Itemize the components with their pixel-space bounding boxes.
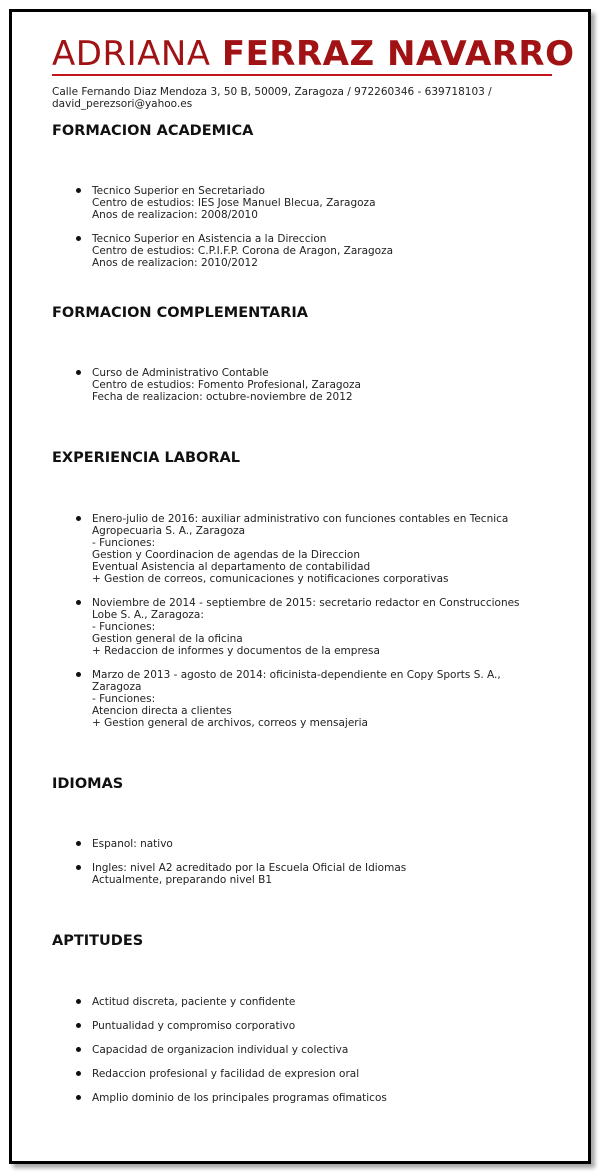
job-line: - Funciones:: [92, 537, 156, 549]
list-item: [76, 1068, 546, 1080]
job-line: Lobe S. A., Zaragoza:: [92, 609, 204, 621]
skill-text: Redaccion profesional y facilidad de expresion oral: [92, 1068, 360, 1080]
job-line: Gestion general de la oficina: [92, 633, 243, 645]
contact-info: [52, 86, 552, 110]
course-date: Fecha de realizacion: octubre-noviembre de 2012: [92, 391, 353, 403]
header-divider: [52, 74, 552, 76]
candidate-name: [52, 32, 575, 76]
skills-list: [76, 996, 546, 1104]
job-line: Enero-julio de 2016: auxiliar administrativo con funciones contables en Tecnica: [92, 513, 509, 525]
skill-text: Capacidad de organizacion individual y colectiva: [92, 1044, 349, 1056]
section-title-languages: IDIOMAS: [52, 776, 124, 792]
list-item: [76, 996, 546, 1008]
job-line: Atencion directa a clientes: [92, 705, 232, 717]
job-line: Zaragoza: [92, 681, 142, 693]
job-line: + Gestion de correos, comunicaciones y notificaciones corporativas: [92, 573, 449, 585]
job-line: Marzo de 2013 - agosto de 2014: oficinista-dependiente en Copy Sports S. A.,: [92, 669, 501, 681]
list-item: [76, 597, 546, 657]
job-line: + Redaccion de informes y documentos de la empresa: [92, 645, 380, 657]
education-list: [76, 185, 546, 269]
list-item: [76, 185, 546, 221]
section-title-skills: APTITUDES: [52, 933, 144, 949]
first-name: ADRIANA: [52, 34, 211, 74]
skill-text: Amplio dominio de los principales programas ofimaticos: [92, 1092, 387, 1104]
complementary-list: [76, 367, 546, 403]
skill-text: Actitud discreta, paciente y confidente: [92, 996, 296, 1008]
skill-text: Puntualidad y compromiso corporativo: [92, 1020, 296, 1032]
degree-years: Anos de realizacion: 2010/2012: [92, 257, 258, 269]
list-item: [76, 1044, 546, 1056]
job-line: + Gestion general de archivos, correos y mensajeria: [92, 717, 368, 729]
job-line: Gestion y Coordinacion de agendas de la Direccion: [92, 549, 360, 561]
experience-list: [76, 513, 546, 729]
course-title: Curso de Administrativo Contable: [92, 367, 269, 379]
section-title-complementary: FORMACION COMPLEMENTARIA: [52, 305, 309, 321]
degree-school: Centro de estudios: IES Jose Manuel Blecua, Zaragoza: [92, 197, 376, 209]
list-item: [76, 1092, 546, 1104]
language-line: Ingles: nivel A2 acreditado por la Escuela Oficial de Idiomas: [92, 862, 407, 874]
degree-title: Tecnico Superior en Asistencia a la Direccion: [92, 233, 327, 245]
degree-school: Centro de estudios: C.P.I.F.P. Corona de Aragon, Zaragoza: [92, 245, 394, 257]
list-item: [76, 233, 546, 269]
course-school: Centro de estudios: Fomento Profesional, Zaragoza: [92, 379, 361, 391]
degree-years: Anos de realizacion: 2008/2010: [92, 209, 258, 221]
list-item: [76, 367, 546, 403]
list-item: [76, 1020, 546, 1032]
contact-address-phone: Calle Fernando Diaz Mendoza 3, 50 B, 50009, Zaragoza / 972260346 - 639718103 /: [52, 86, 492, 98]
contact-email: david_perezsori@yahoo.es: [52, 98, 193, 110]
list-item: [76, 838, 546, 850]
job-line: Noviembre de 2014 - septiembre de 2015: secretario redactor en Construcciones: [92, 597, 520, 609]
job-line: Agropecuaria S. A., Zaragoza: [92, 525, 246, 537]
list-item: [76, 669, 546, 729]
list-item: [76, 862, 546, 886]
language-line: Actualmente, preparando nivel B1: [92, 874, 273, 886]
degree-title: Tecnico Superior en Secretariado: [92, 185, 265, 197]
section-title-experience: EXPERIENCIA LABORAL: [52, 450, 240, 466]
language-line: Espanol: nativo: [92, 838, 173, 850]
job-line: - Funciones:: [92, 693, 156, 705]
last-name: FERRAZ NAVARRO: [221, 34, 575, 74]
list-item: [76, 513, 546, 585]
section-title-education: FORMACION ACADEMICA: [52, 123, 254, 139]
languages-list: [76, 838, 546, 886]
job-line: - Funciones:: [92, 621, 156, 633]
job-line: Eventual Asistencia al departamento de contabilidad: [92, 561, 371, 573]
